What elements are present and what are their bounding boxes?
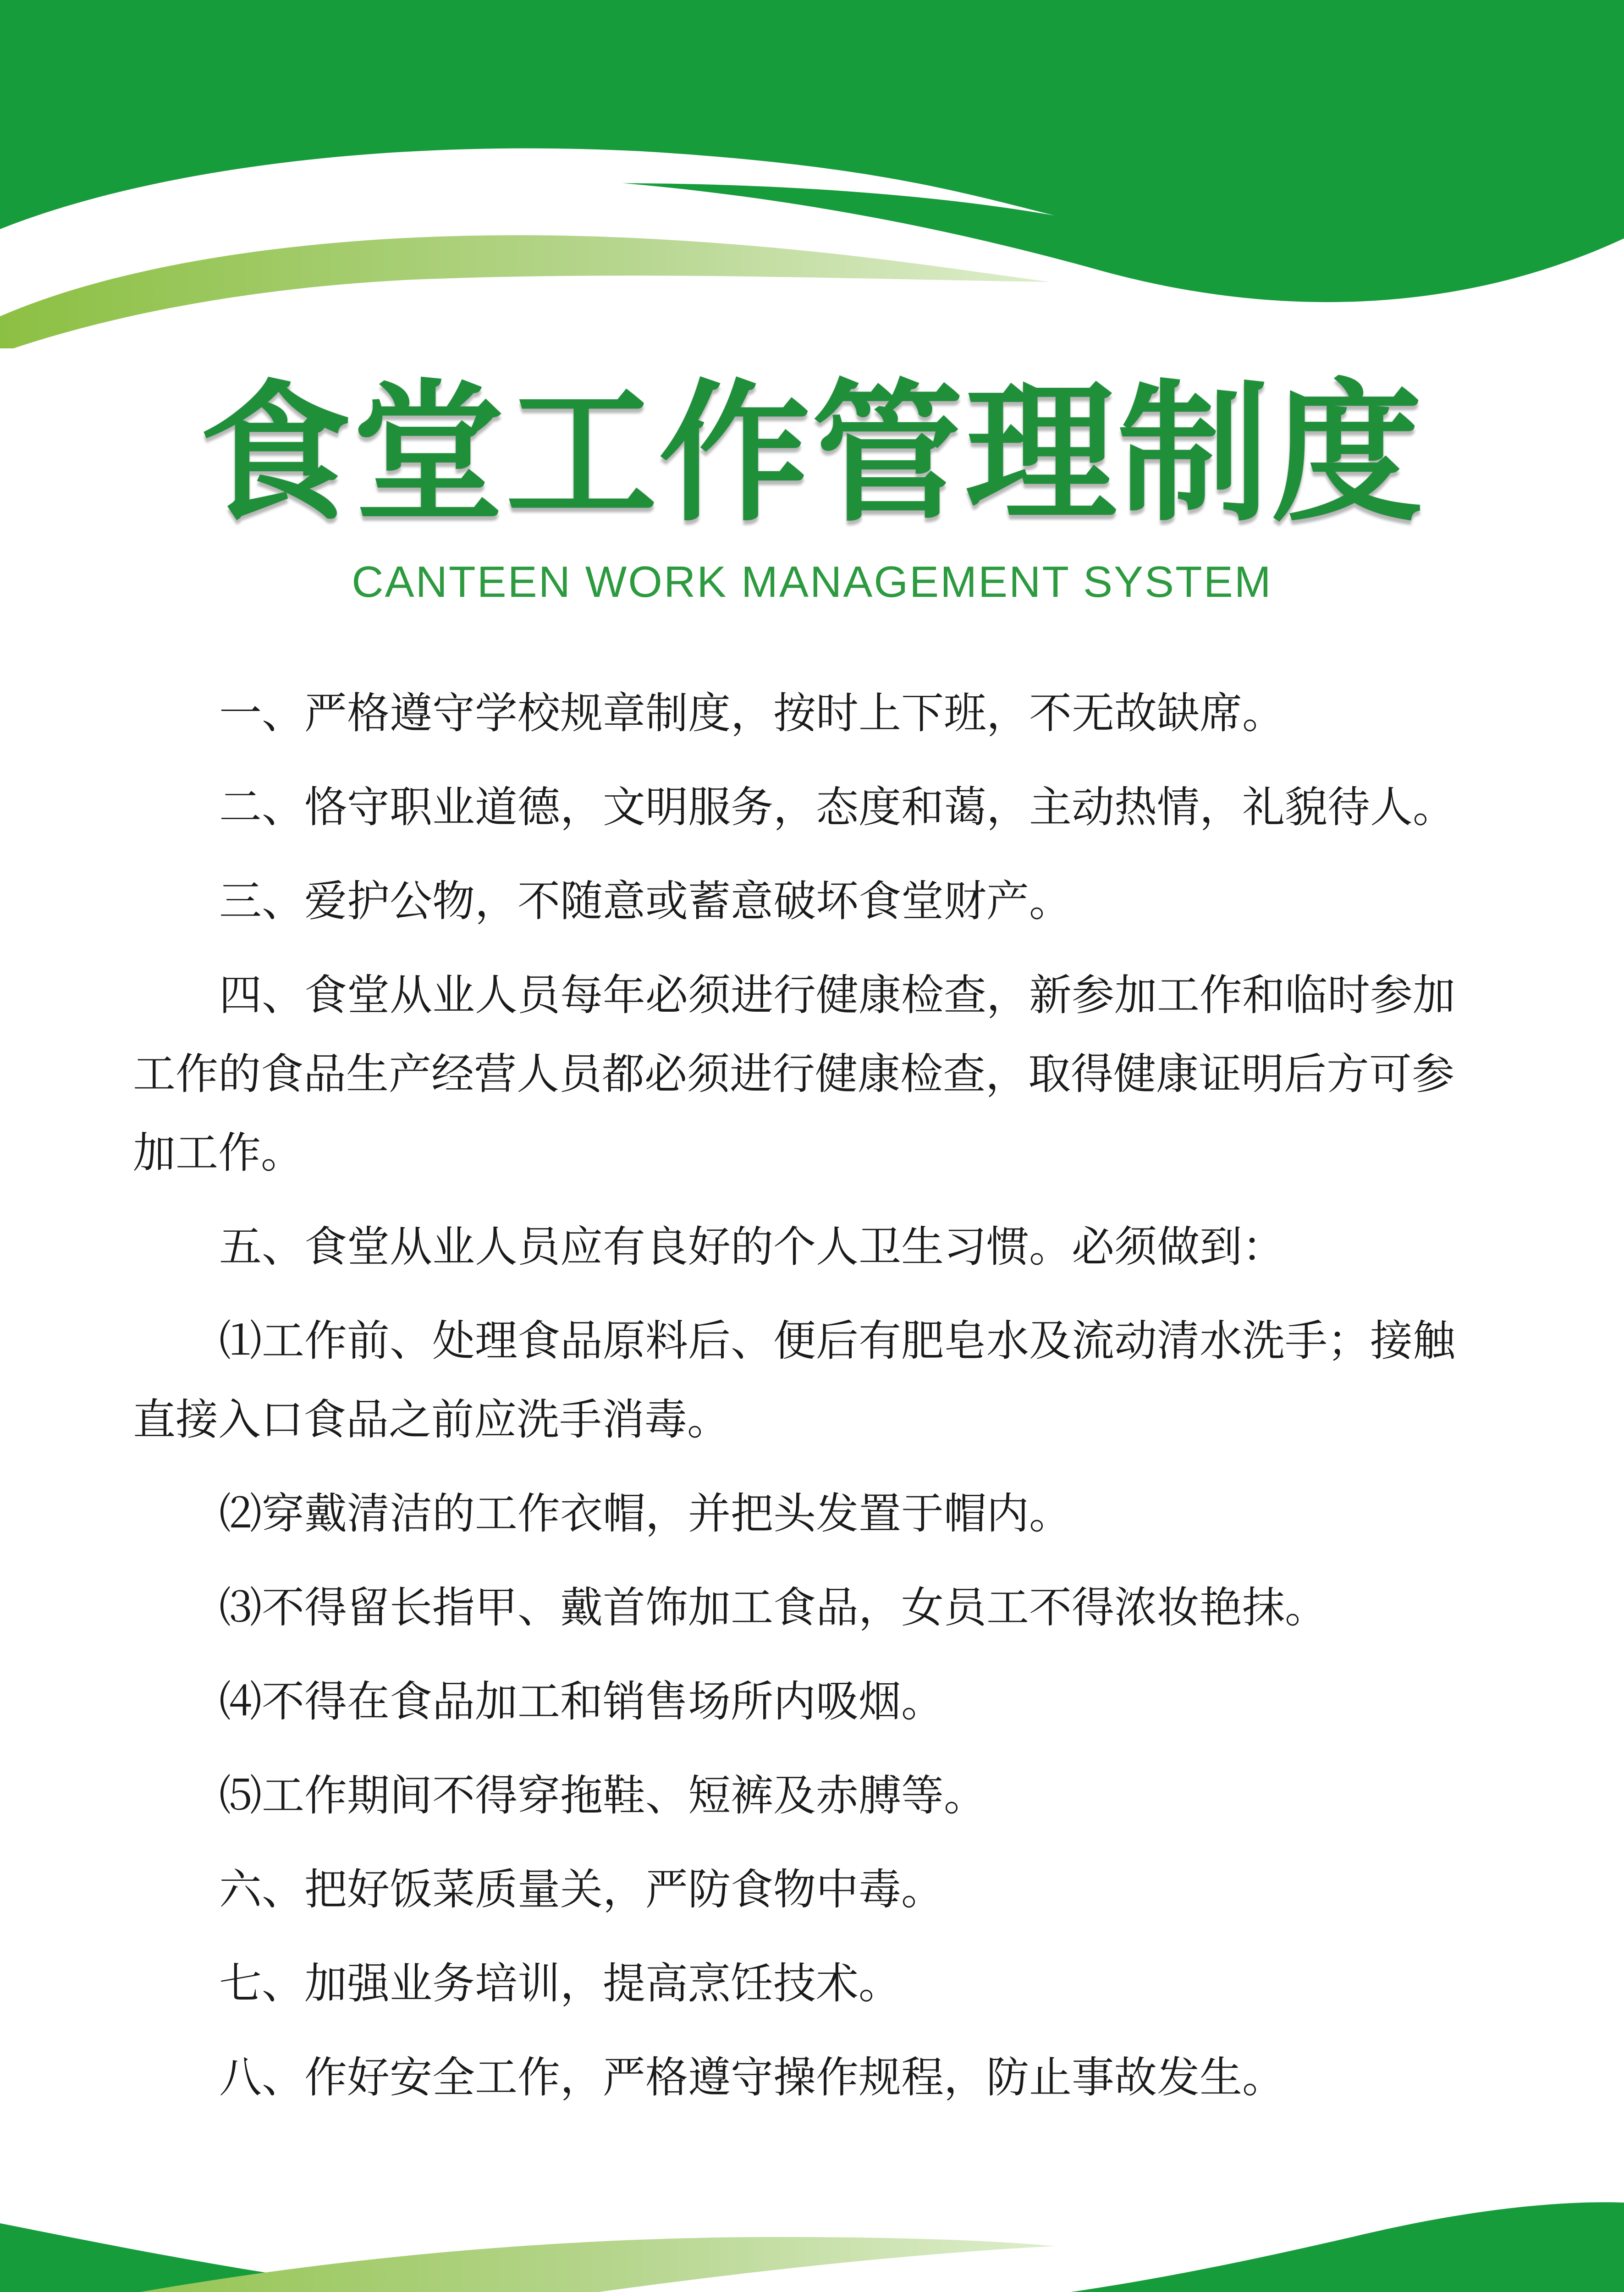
rule-5-item-1: ⑴工作前、处理食品原料后、便后有肥皂水及流动清水洗手；接触直接入口食品之前应洗手消毒。 bbox=[133, 1316, 1455, 1444]
rule-7: 七、加强业务培训，提高烹饪技术。 bbox=[219, 1959, 901, 2008]
rule-2: 二、恪守职业道德，文明服务，态度和蔼，主动热情，礼貌待人。 bbox=[219, 782, 1455, 832]
rule-5-item-5: ⑸工作期间不得穿拖鞋、短裤及赤膊等。 bbox=[219, 1771, 986, 1820]
page-title: 食堂工作管理制度 bbox=[199, 366, 1425, 542]
page-subtitle: CANTEEN WORK MANAGEMENT SYSTEM bbox=[352, 557, 1272, 606]
top-wave-decoration bbox=[0, 0, 1624, 348]
rule-1: 一、严格遵守学校规章制度，按时上下班，不无故缺席。 bbox=[219, 689, 1285, 738]
rule-5-item-2: ⑵穿戴清洁的工作衣帽，并把头发置于帽内。 bbox=[219, 1489, 1072, 1538]
rule-5: 五、食堂从业人员应有良好的个人卫生习惯。必须做到： bbox=[219, 1222, 1285, 1272]
bottom-green-band bbox=[0, 2202, 1624, 2292]
bottom-wave-decoration bbox=[0, 2182, 1624, 2292]
rule-6: 六、把好饭菜质量关，严防食物中毒。 bbox=[219, 1865, 944, 1914]
rule-8: 八、作好安全工作，严格遵守操作规程，防止事故发生。 bbox=[219, 2053, 1285, 2102]
top-lime-band bbox=[0, 0, 779, 151]
rules-list bbox=[133, 674, 1490, 2132]
top-light-swoosh bbox=[0, 235, 1050, 348]
rule-4: 四、食堂从业人员每年必须进行健康检查，新参加工作和临时参加工作的食品生产经营人员都必须进行健康检查，取得健康证明后方可参加工作。 bbox=[133, 970, 1455, 1178]
top-white-swoosh bbox=[0, 149, 1054, 275]
rule-3: 三、爱护公物，不随意或蓄意破坏食堂财产。 bbox=[219, 876, 1072, 926]
top-green-band bbox=[0, 0, 1624, 302]
bottom-light-swoosh bbox=[0, 2237, 1054, 2292]
rule-5-item-3: ⑶不得留长指甲、戴首饰加工食品，女员工不得浓妆艳抹。 bbox=[219, 1583, 1327, 1632]
rule-5-item-4: ⑷不得在食品加工和销售场所内吸烟。 bbox=[219, 1677, 944, 1726]
